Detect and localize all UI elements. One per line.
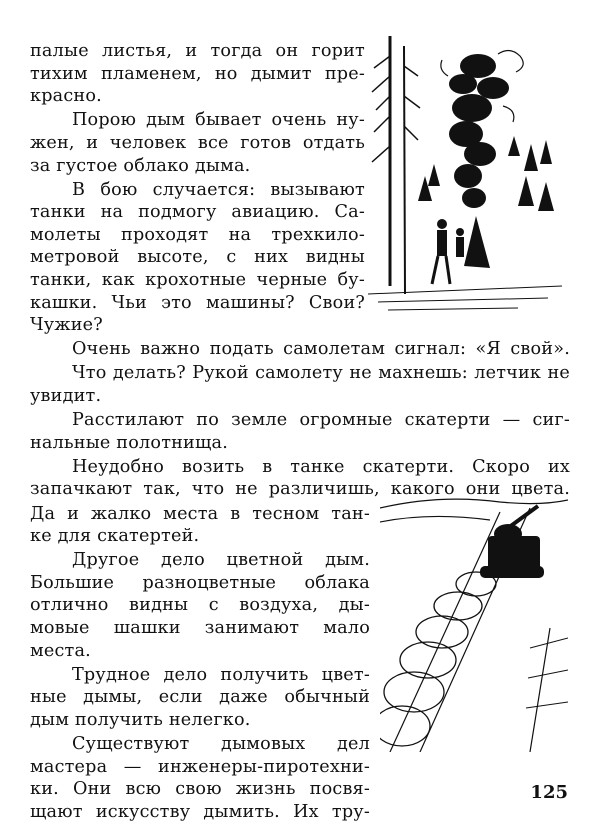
text-line: места.: [30, 640, 91, 661]
text-line: тихим пламенем, но дымит пре-: [30, 63, 365, 84]
text-line: Существуют дымовых дел: [72, 734, 370, 754]
text-line: мастера — инженеры-пиротехни-: [30, 756, 370, 777]
page-number: 125: [530, 782, 568, 803]
text-line: Расстилают по земле огромные скатерти — сиг-: [72, 410, 570, 431]
text-line: Чужие?: [30, 315, 103, 336]
text-line: мовые шашки занимают мало: [30, 618, 370, 638]
text-line: кашки. Чьи это машины? Свои?: [30, 292, 365, 313]
text-line: увидит.: [30, 386, 102, 406]
text-line: Что делать? Рукой самолету не махнешь: летчик не: [72, 363, 570, 384]
text-line: молеты проходят на трехкило-: [30, 224, 365, 245]
text-line: запачкают так, что не различишь, какого они цвета.: [30, 479, 570, 500]
text-line: красно.: [30, 86, 102, 107]
tank-smoke-illustration: [380, 488, 568, 752]
text-line: дым получить нелегко.: [30, 709, 251, 730]
text-line: отлично видны с воздуха, ды-: [30, 595, 370, 616]
text-line: танки, как крохотные черные бу-: [30, 270, 365, 290]
text-line: нальные полотнища.: [30, 432, 229, 453]
text-line: Другое дело цветной дым.: [72, 550, 370, 571]
text-line: за густое облако дыма.: [30, 155, 251, 176]
text-line: ные дымы, если даже обычный: [30, 687, 370, 708]
text-line: Да и жалко места в тесном тан-: [30, 503, 370, 524]
text-line: Большие разноцветные облака: [30, 572, 370, 593]
text-line: ки. Они всю свою жизнь посвя-: [30, 779, 370, 800]
text-line: жен, и человек все готов отдать: [30, 132, 365, 153]
text-line: Трудное дело получить цвет-: [72, 664, 370, 685]
text-line: палые листья, и тогда он горит: [30, 41, 365, 61]
text-line: танки на подмогу авиацию. Са-: [30, 202, 365, 223]
text-line: Неудобно возить в танке скатерти. Скоро их: [72, 456, 570, 477]
forest-smoke-illustration: [368, 36, 562, 318]
text-line: метровой высоте, с них видны: [30, 247, 365, 268]
text-line: щают искусству дымить. Их тру-: [30, 801, 370, 822]
text-line: В бою случается: вызывают: [72, 179, 365, 200]
text-line: Порою дым бывает очень ну-: [72, 110, 365, 131]
text-line: Очень важно подать самолетам сигнал: «Я свой».: [72, 339, 570, 360]
text-line: ке для скатертей.: [30, 526, 200, 547]
